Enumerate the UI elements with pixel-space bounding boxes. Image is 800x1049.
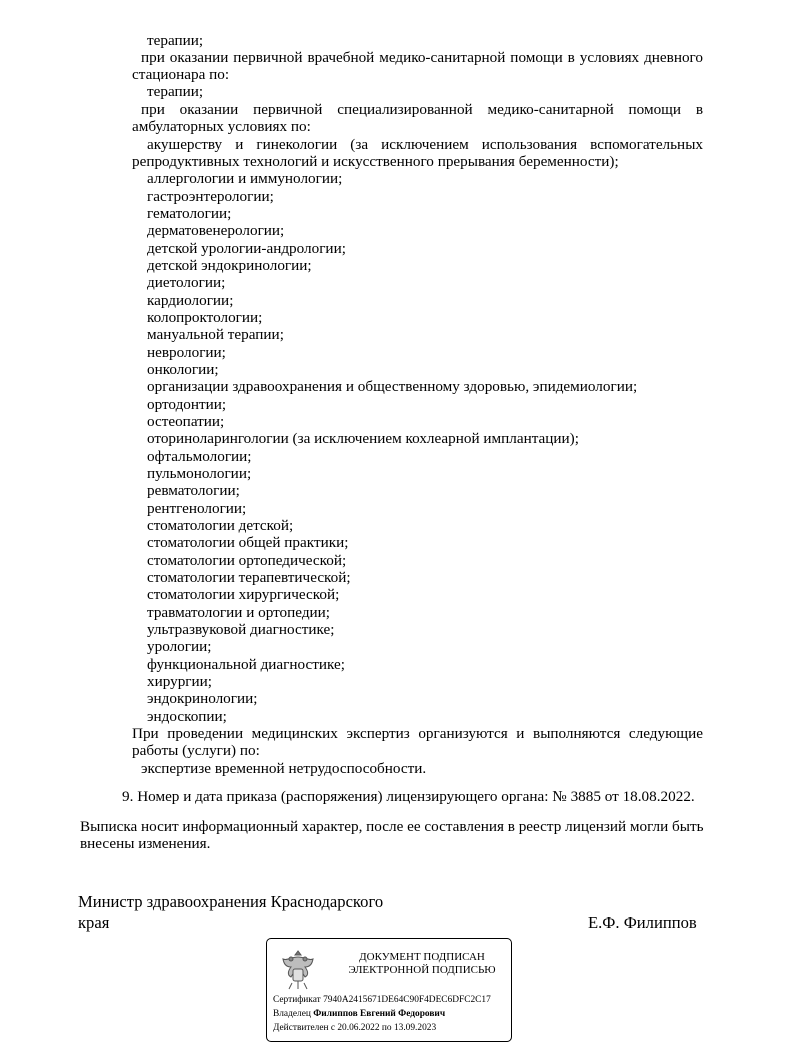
text-line: эндокринологии; (147, 690, 258, 707)
coat-of-arms-icon (277, 947, 319, 995)
text-line: амбулаторных условиях по: (132, 118, 311, 135)
text-line: эндоскопии; (147, 708, 227, 725)
valid-label: Действителен с (273, 1023, 336, 1033)
signatory-position: края (78, 913, 110, 932)
text-line: гематологии; (147, 205, 232, 222)
text-line: оториноларингологии (за исключением кохлеарной имплантации); (147, 430, 579, 447)
text-line: детской эндокринологии; (147, 257, 312, 274)
text-line: работы (услуги) по: (132, 742, 260, 759)
text-line: детской урологии-андрологии; (147, 240, 346, 257)
text-line: стоматологии детской; (147, 517, 294, 534)
text-line: рентгенологии; (147, 500, 247, 517)
valid-to: 13.09.2023 (393, 1023, 437, 1033)
text-line: остеопатии; (147, 413, 225, 430)
text-line: стационара по: (132, 66, 230, 83)
text-line: репродуктивных технологий и искусственного прерывания беременности); (132, 153, 619, 170)
certificate-label: Сертификат (273, 995, 321, 1005)
order-line: 9. Номер и дата приказа (распоряжения) лицензирующего органа: № 3885 от 18.08.2022. (122, 788, 695, 805)
owner-row (273, 1009, 445, 1020)
note-line: Выписка носит информационный характер, после ее составления в реестр лицензий могли быть (80, 818, 704, 835)
owner-label: Владелец (273, 1009, 311, 1019)
text-line: мануальной терапии; (147, 326, 284, 343)
text-line: ревматологии; (147, 482, 240, 499)
text-line: онкологии; (147, 361, 219, 378)
text-line: пульмонологии; (147, 465, 252, 482)
text-line: терапии; (147, 32, 204, 49)
text-line: функциональной диагностике; (147, 656, 345, 673)
text-line: При проведении медицинских экспертиз организуются и выполняются следующие (132, 725, 703, 742)
text-line: дерматовенерологии; (147, 222, 285, 239)
valid-from: 20.06.2022 (337, 1023, 380, 1033)
certificate-row (273, 995, 491, 1006)
text-line: стоматологии терапевтической; (147, 569, 351, 586)
text-line: при оказании первичной специализированной медико-санитарной помощи в (141, 101, 703, 118)
text-line: урологии; (147, 638, 212, 655)
stamp-title: ЭЛЕКТРОННОЙ ПОДПИСЬЮ (348, 964, 496, 976)
text-line: ультразвуковой диагностике; (147, 621, 335, 638)
text-line: кардиологии; (147, 292, 234, 309)
note-line: внесены изменения. (80, 835, 211, 852)
certificate-value: 7940A2415671DE64C90F4DEC6DFC2C17 (323, 995, 491, 1005)
text-line: стоматологии общей практики; (147, 534, 349, 551)
text-line: экспертизе временной нетрудоспособности. (141, 760, 427, 777)
stamp-title: ДОКУМЕНТ ПОДПИСАН (359, 951, 485, 963)
text-line: терапии; (147, 83, 204, 100)
text-line: ортодонтии; (147, 396, 227, 413)
text-line: акушерству и гинекологии (за исключением использования вспомогательных (147, 136, 703, 153)
text-line: стоматологии ортопедической; (147, 552, 347, 569)
text-line: хирургии; (147, 673, 213, 690)
signatory-position: Министр здравоохранения Краснодарского (78, 892, 384, 911)
text-line: гастроэнтерологии; (147, 188, 274, 205)
text-line: офтальмологии; (147, 448, 252, 465)
signatory-name: Е.Ф. Филиппов (588, 913, 697, 932)
electronic-signature-stamp (266, 938, 512, 1042)
text-line: аллергологии и иммунологии; (147, 170, 343, 187)
owner-value: Филиппов Евгений Федорович (313, 1009, 446, 1019)
text-line: диетологии; (147, 274, 226, 291)
text-line: организации здравоохранения и общественному здоровью, эпидемиологии; (147, 378, 638, 395)
text-line: неврологии; (147, 344, 226, 361)
text-line: при оказании первичной врачебной медико-санитарной помощи в условиях дневного (141, 49, 703, 66)
valid-to-label: по (381, 1023, 392, 1033)
text-line: колопроктологии; (147, 309, 263, 326)
text-line: стоматологии хирургической; (147, 586, 340, 603)
text-line: травматологии и ортопедии; (147, 604, 331, 621)
validity-row (273, 1023, 436, 1034)
